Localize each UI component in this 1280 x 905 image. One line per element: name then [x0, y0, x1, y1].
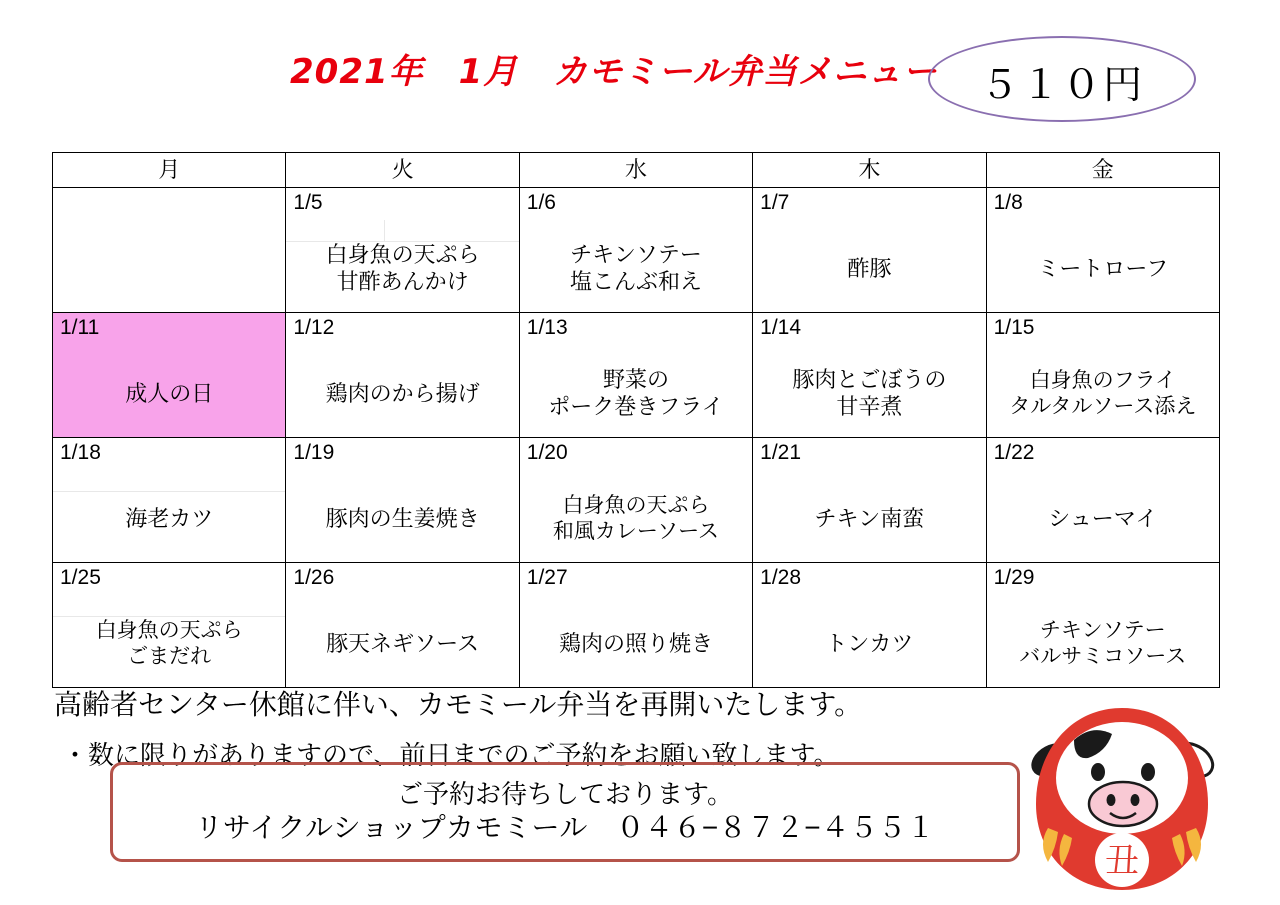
- reservation-box: [110, 762, 1020, 862]
- cell-date: 1/25: [60, 566, 101, 589]
- calendar-cell: [986, 438, 1219, 563]
- cell-menu: ミートローフ: [1037, 255, 1169, 281]
- calendar-table: [52, 152, 1220, 688]
- calendar-cell: [53, 438, 286, 563]
- calendar-week-row: [53, 438, 1220, 563]
- calendar-cell: [753, 438, 986, 563]
- calendar-cell: [286, 438, 519, 563]
- cow-daruma-illustration: [1022, 700, 1222, 896]
- cell-menu: [53, 230, 285, 308]
- calendar-cell: [53, 563, 286, 688]
- calendar-cell: [986, 563, 1219, 688]
- calendar-cell: [986, 313, 1219, 438]
- cell-date: 1/26: [293, 566, 335, 589]
- cell-menu: 白身魚の天ぷら ごまだれ: [95, 619, 243, 668]
- calendar-week-row: [53, 188, 1220, 313]
- cell-menu: チキン南蛮: [814, 505, 925, 531]
- note-reopening: 高齢者センター休館に伴い、カモミール弁当を再開いたします。: [54, 689, 863, 720]
- reservation-contact: リサイクルショップカモミール ０４６−８７２−４５５１: [194, 812, 936, 844]
- cell-menu: 白身魚の天ぷら 和風カレーソース: [552, 494, 720, 543]
- cell-menu: 鶏肉のから揚げ: [325, 380, 480, 406]
- cell-date: 1/14: [760, 316, 802, 339]
- cell-menu: チキンソテー バルサミコソース: [1019, 619, 1187, 668]
- cell-date: 1/5: [293, 191, 323, 214]
- cell-date: 1/11: [60, 316, 100, 339]
- cell-date: 1/28: [760, 566, 802, 589]
- calendar-cell: [286, 188, 519, 313]
- cell-date: 1/12: [293, 316, 335, 339]
- cell-date: 1/8: [993, 191, 1023, 214]
- cell-date: 1/29: [993, 566, 1035, 589]
- calendar-week-row: [53, 563, 1220, 688]
- cell-menu: 野菜の ポーク巻きフライ: [548, 367, 724, 419]
- cell-date: 1/27: [526, 566, 568, 589]
- weekday-header-fri: 金: [986, 153, 1219, 188]
- cell-menu: 豚肉とごぼうの 甘辛煮: [792, 367, 947, 419]
- note-reservation-required: ・数に限りがありますので、前日までのご予約をお願い致します。: [62, 740, 840, 770]
- cell-menu: 豚肉の生姜焼き: [325, 505, 480, 531]
- calendar-cell: [986, 188, 1219, 313]
- weekday-header-wed: 水: [519, 153, 752, 188]
- calendar-cell: [753, 188, 986, 313]
- weekday-header-mon: 月: [53, 153, 286, 188]
- cell-menu: 鶏肉の照り焼き: [558, 630, 713, 656]
- cell-date: 1/15: [993, 316, 1035, 339]
- cell-date: 1/19: [293, 441, 335, 464]
- cell-menu: シューマイ: [1048, 505, 1158, 531]
- page-title: 2021年 1月 カモミール弁当メニュー: [290, 52, 938, 92]
- calendar-cell: [519, 313, 752, 438]
- price-label: ５１０円: [979, 64, 1144, 107]
- weekday-header-tue: 火: [286, 153, 519, 188]
- weekday-header-thu: 木: [753, 153, 986, 188]
- cell-date: 1/21: [760, 441, 802, 464]
- poster-header: [0, 44, 1280, 114]
- calendar-cell: [286, 563, 519, 688]
- calendar-week-row: [53, 313, 1220, 438]
- cell-date: 1/7: [760, 191, 790, 214]
- cell-menu: 豚天ネギソース: [326, 630, 480, 656]
- menu-calendar: [52, 152, 1220, 688]
- zodiac-kanji: 丑: [1105, 841, 1139, 881]
- calendar-cell-holiday: [53, 313, 286, 438]
- cell-menu: 成人の日: [125, 380, 214, 406]
- calendar-cell: [519, 563, 752, 688]
- cell-date: 1/18: [60, 441, 101, 464]
- calendar-cell: [53, 188, 286, 313]
- cell-menu: トンカツ: [825, 630, 914, 656]
- calendar-cell: [286, 313, 519, 438]
- calendar-header-row: [53, 153, 1220, 188]
- cell-menu: チキンソテー 塩こんぶ和え: [569, 242, 702, 294]
- calendar-cell: [753, 313, 986, 438]
- calendar-cell: [519, 438, 752, 563]
- calendar-cell: [519, 188, 752, 313]
- cell-date: 1/13: [526, 316, 568, 339]
- cell-menu: 白身魚の天ぷら 甘酢あんかけ: [325, 242, 480, 294]
- cell-menu: 海老カツ: [125, 505, 214, 531]
- cell-menu: 酢豚: [847, 255, 892, 281]
- cell-date: 1/6: [526, 191, 556, 214]
- cell-date: 1/22: [993, 441, 1035, 464]
- cell-date: 1/20: [526, 441, 568, 464]
- calendar-cell: [753, 563, 986, 688]
- cell-menu: 白身魚のフライ タルタルソース添え: [1009, 369, 1197, 418]
- reservation-message: ご予約お待ちしております。: [397, 778, 733, 809]
